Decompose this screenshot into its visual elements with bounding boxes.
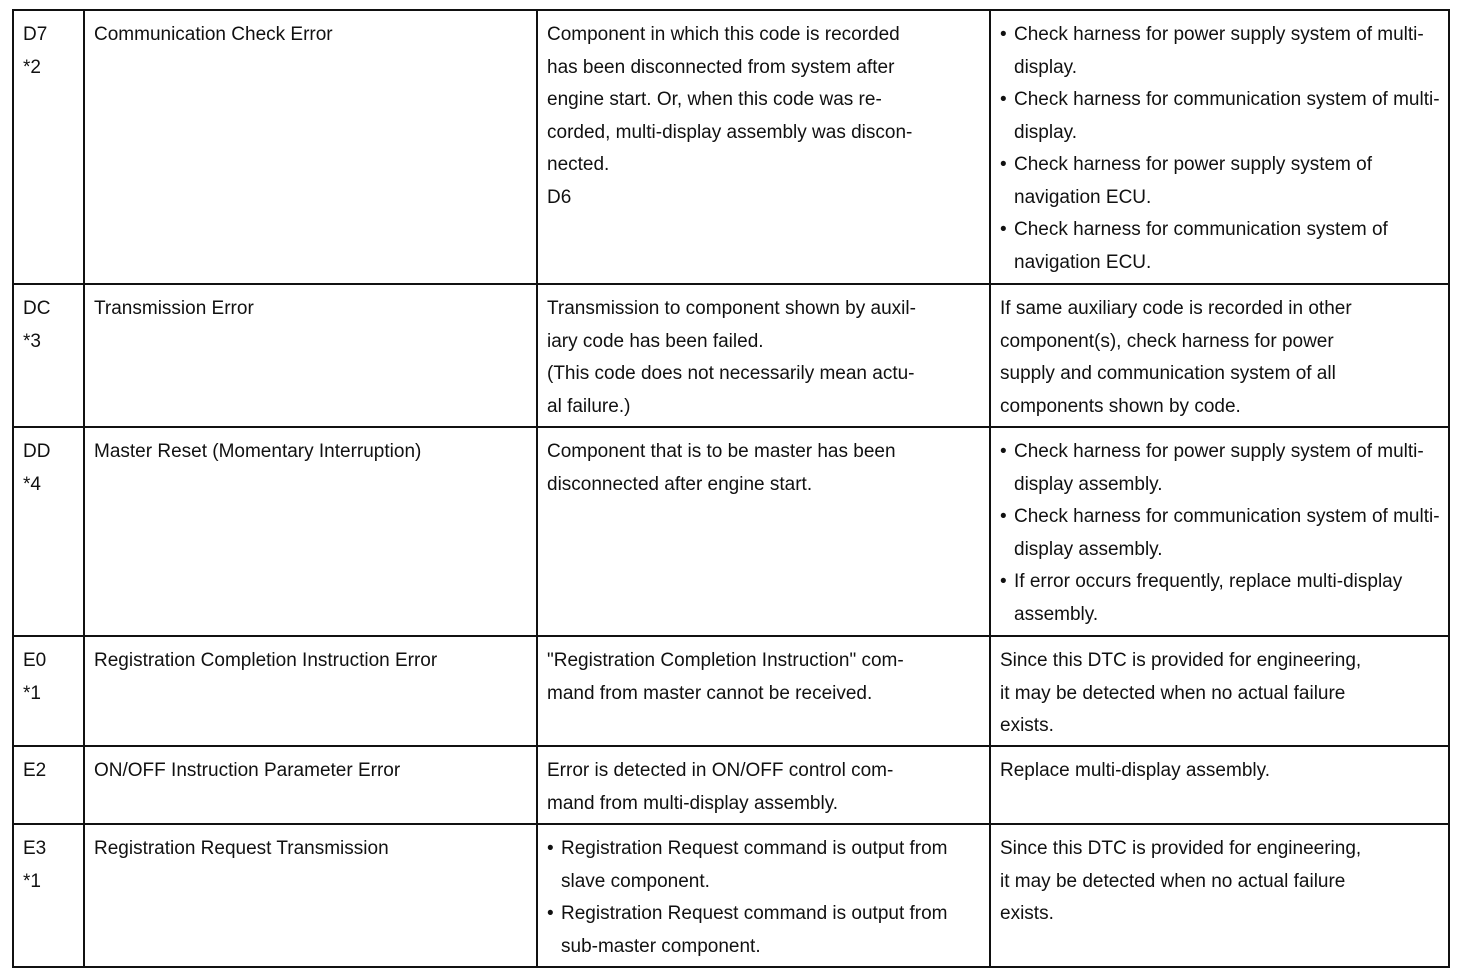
trouble-area-cell [537,824,990,967]
table-row [13,284,1449,427]
check-bullet: • Check harness for power supply system of multi-display. [1000,19,1440,84]
condition-line: mand from master cannot be received. [547,682,873,704]
dtc-code: E2 [23,760,47,781]
condition-line: Transmission to component shown by auxil- [547,298,916,319]
check-bullet: • Check harness for power supply system of multi-display assembly. [1000,436,1440,501]
detection-item: ON/OFF Instruction Parameter Error [94,760,401,781]
table-row [13,824,1449,967]
condition-line: has been disconnected from system after [547,56,895,78]
detection-item: Transmission Error [94,298,254,319]
trouble-area-cell [537,284,990,427]
detection-item: Registration Completion Instruction Error [94,650,438,671]
check-line: If same auxiliary code is recorded in other [1000,298,1352,319]
detection-item-cell [84,427,537,636]
condition-line: disconnected after engine start. [547,473,813,495]
dtc-code-cell [13,284,84,427]
check-item-cell [990,284,1449,427]
dtc-footnote-ref: *1 [23,870,41,892]
table-row [13,427,1449,636]
condition-line: mand from multi-display assembly. [547,792,839,814]
check-bullet: • Check harness for communication system of multi-display assembly. [1000,501,1440,566]
check-bullet: • Check harness for power supply system of navigation ECU. [1000,149,1440,214]
trouble-area-cell [537,427,990,636]
trouble-area-cell [537,10,990,284]
trouble-area-cell [537,746,990,824]
detection-item: Master Reset (Momentary Interruption) [94,441,422,462]
dtc-code: DC [23,298,51,319]
dtc-table [12,9,1450,968]
check-bullet: • If error occurs frequently, replace multi-display assembly. [1000,566,1440,631]
dtc-footnote-ref: *1 [23,682,41,704]
condition-bullet: • Registration Request command is output from sub-master component. [547,898,981,963]
check-line: components shown by code. [1000,395,1241,417]
dtc-code: DD [23,441,51,462]
condition-line: nected. [547,154,610,175]
condition-line: "Registration Completion Instruction" com- [547,650,904,671]
dtc-code-cell [13,427,84,636]
dtc-footnote-ref: *3 [23,330,41,352]
check-line: it may be detected when no actual failure [1000,870,1346,892]
dtc-code: D7 [23,24,48,45]
dtc-code-cell [13,746,84,824]
detection-item-cell [84,746,537,824]
check-line: component(s), check harness for power [1000,330,1334,352]
detection-item-cell [84,284,537,427]
condition-line: D6 [547,186,572,208]
condition-line: engine start. Or, when this code was re- [547,89,882,110]
condition-line: corded, multi-display assembly was discon- [547,121,913,143]
table-row [13,10,1449,284]
condition-line: al failure.) [547,395,631,417]
check-item-cell [990,824,1449,967]
check-bullet: • Check harness for communication system of multi-display. [1000,84,1440,149]
check-item-cell [990,427,1449,636]
check-bullet: • Check harness for communication system of navigation ECU. [1000,214,1440,279]
detection-item-cell [84,824,537,967]
detection-item-cell [84,10,537,284]
dtc-code: E3 [23,838,47,859]
detection-item-cell [84,636,537,746]
check-line: Replace multi-display assembly. [1000,760,1270,781]
condition-line: Component that is to be master has been [547,441,896,462]
condition-line: iary code has been failed. [547,330,764,352]
dtc-code-cell [13,824,84,967]
detection-item: Registration Request Transmission [94,838,389,859]
check-line: exists. [1000,903,1054,924]
dtc-code-cell [13,10,84,284]
check-line: it may be detected when no actual failure [1000,682,1346,704]
dtc-code: E0 [23,650,47,671]
check-line: exists. [1000,715,1054,736]
check-item-cell [990,10,1449,284]
table-row [13,746,1449,824]
dtc-table-body [13,10,1449,967]
table-row [13,636,1449,746]
check-item-cell [990,746,1449,824]
condition-line: Error is detected in ON/OFF control com- [547,760,894,781]
check-line: supply and communication system of all [1000,363,1336,384]
dtc-code-cell [13,636,84,746]
dtc-footnote-ref: *4 [23,473,41,495]
check-line: Since this DTC is provided for engineering, [1000,650,1362,671]
condition-line: Component in which this code is recorded [547,24,900,45]
detection-item: Communication Check Error [94,24,333,45]
check-line: Since this DTC is provided for engineering, [1000,838,1362,859]
check-item-cell [990,636,1449,746]
condition-line: (This code does not necessarily mean actu- [547,363,915,384]
condition-bullet: • Registration Request command is output from slave component. [547,833,981,898]
dtc-footnote-ref: *2 [23,56,41,78]
trouble-area-cell [537,636,990,746]
